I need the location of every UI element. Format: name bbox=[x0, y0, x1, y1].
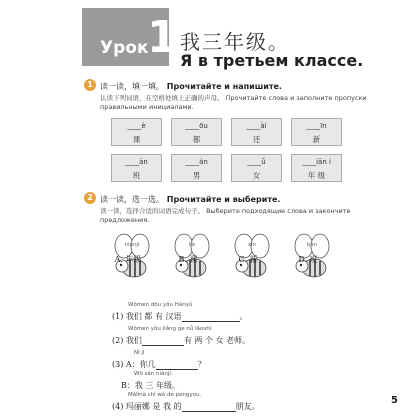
sentence-4-text: (4) 玛丽娜 是 我 的 bbox=[112, 402, 182, 411]
exercise-2-title bbox=[100, 194, 280, 205]
sentence-4-tail: 朋友。 bbox=[235, 402, 260, 411]
word-card-hanzi: 课 bbox=[132, 135, 141, 144]
exercise-2-number-badge: 2 bbox=[84, 192, 96, 204]
exercise-1-number-badge: 1 bbox=[84, 79, 96, 91]
word-card-hanzi: 新 bbox=[312, 135, 321, 144]
lesson-number: 1 bbox=[147, 12, 178, 63]
word-card[interactable] bbox=[111, 118, 162, 146]
option-c-pinyin: xīn bbox=[247, 242, 257, 248]
word-card-pinyin: ____īn bbox=[306, 122, 327, 130]
sentence-1-text: (1) 我们 都 有 汉语 bbox=[112, 312, 182, 321]
sentence-3a-text: (3) A：你几 bbox=[112, 360, 156, 369]
exercise-2-instructions bbox=[100, 207, 400, 225]
exercise-1-instruction-zh: 认读下列词语，在空格处填上正确的声母。 bbox=[100, 94, 224, 102]
sentence-3b-text: B：我 三 年级。 bbox=[121, 381, 180, 390]
exercise-2-title-zh: 读一读，选一选。 bbox=[100, 195, 164, 204]
sentence-3b bbox=[121, 380, 180, 391]
exercise-1-title-ru: Прочитайте и напишите. bbox=[166, 82, 282, 91]
lesson-label: Урок bbox=[100, 38, 149, 58]
option-c-label: C. 新 bbox=[238, 255, 258, 264]
word-card[interactable] bbox=[291, 118, 342, 146]
sentence-1-tail: 。 bbox=[239, 312, 248, 321]
sentence-1 bbox=[112, 311, 248, 322]
word-card-pinyin: ____ān bbox=[125, 158, 148, 166]
word-card-hanzi: 班 bbox=[132, 171, 141, 180]
word-card-pinyin: ____ài bbox=[246, 122, 267, 130]
option-b-label: B. 课 bbox=[178, 255, 198, 264]
word-card-hanzi: 女 bbox=[252, 171, 261, 180]
sentence-3a bbox=[112, 359, 206, 370]
sentence-2-tail: 有 两 个 女 老师。 bbox=[183, 336, 251, 345]
word-card[interactable] bbox=[291, 154, 342, 182]
sentence-4-pinyin: Mǎlìnà shì wǒ de péngyou. bbox=[128, 392, 202, 398]
sentence-2-pinyin: Wǒmen yǒu liǎng ge nǚ lǎoshī. bbox=[128, 326, 214, 332]
word-card[interactable] bbox=[171, 118, 222, 146]
exercise-1-title bbox=[100, 81, 282, 92]
sentence-3a-pinyin: Nǐ jǐ bbox=[134, 350, 145, 356]
sentence-4 bbox=[112, 401, 260, 412]
word-card-hanzi: 都 bbox=[192, 135, 201, 144]
page-number: 5 bbox=[391, 395, 398, 406]
word-card[interactable] bbox=[111, 154, 162, 182]
option-a-pinyin: niánjí bbox=[124, 242, 140, 248]
word-card-pinyin: ____án bbox=[185, 158, 208, 166]
answer-blank[interactable] bbox=[182, 312, 240, 322]
answer-blank[interactable] bbox=[142, 336, 184, 346]
exercise-1-title-zh: 读一读，填一填。 bbox=[100, 82, 164, 91]
exercise-1-instruction-ru-2: правильными инициалами. bbox=[100, 103, 194, 111]
word-card-pinyin: ____ǚ bbox=[247, 158, 266, 166]
sentence-2 bbox=[112, 335, 250, 346]
word-card-hanzi: 男 bbox=[192, 171, 201, 180]
sentence-1-pinyin: Wǒmen dōu yǒu Hànyǔ bbox=[128, 302, 193, 308]
sentence-3a-tail: ？ bbox=[197, 360, 206, 369]
word-card-hanzi: 还 bbox=[252, 135, 261, 144]
lesson-title-chinese: 我三年级。 bbox=[180, 30, 290, 54]
lesson-title-russian: Я в третьем классе. bbox=[180, 51, 364, 70]
exercise-2-instruction-zh: 读一读，选择合适的词语完成句子。 bbox=[100, 207, 204, 215]
word-card-pinyin: ____è bbox=[127, 122, 146, 130]
exercise-1-instruction-ru: Прочитайте слова и заполните пропуски bbox=[225, 94, 367, 102]
answer-blank[interactable] bbox=[182, 402, 236, 412]
word-card[interactable] bbox=[171, 154, 222, 182]
option-d-pinyin: bān bbox=[306, 242, 318, 248]
exercise-2-instruction-ru-2: предложения. bbox=[100, 216, 150, 224]
option-d-label: D. 班 bbox=[298, 255, 318, 264]
exercise-2-instruction-ru: Выберите подходящие слова и закончите bbox=[206, 207, 351, 215]
sentence-3b-pinyin: Wǒ sān niánjí. bbox=[134, 371, 173, 377]
word-card-hanzi: 年 级 bbox=[307, 171, 326, 180]
answer-blank[interactable] bbox=[156, 360, 198, 370]
word-card[interactable] bbox=[231, 118, 282, 146]
option-a-label: A. 年级 bbox=[114, 255, 142, 264]
sentence-2-text: (2) 我们 bbox=[112, 336, 142, 345]
option-b-pinyin: kè bbox=[188, 242, 196, 248]
exercise-2-title-ru: Прочитайте и выберите. bbox=[166, 195, 281, 204]
word-card-pinyin: ____iān í bbox=[302, 158, 331, 166]
word-card-pinyin: ____ōu bbox=[185, 122, 208, 130]
exercise-1-instructions bbox=[100, 94, 400, 112]
word-card[interactable] bbox=[231, 154, 282, 182]
